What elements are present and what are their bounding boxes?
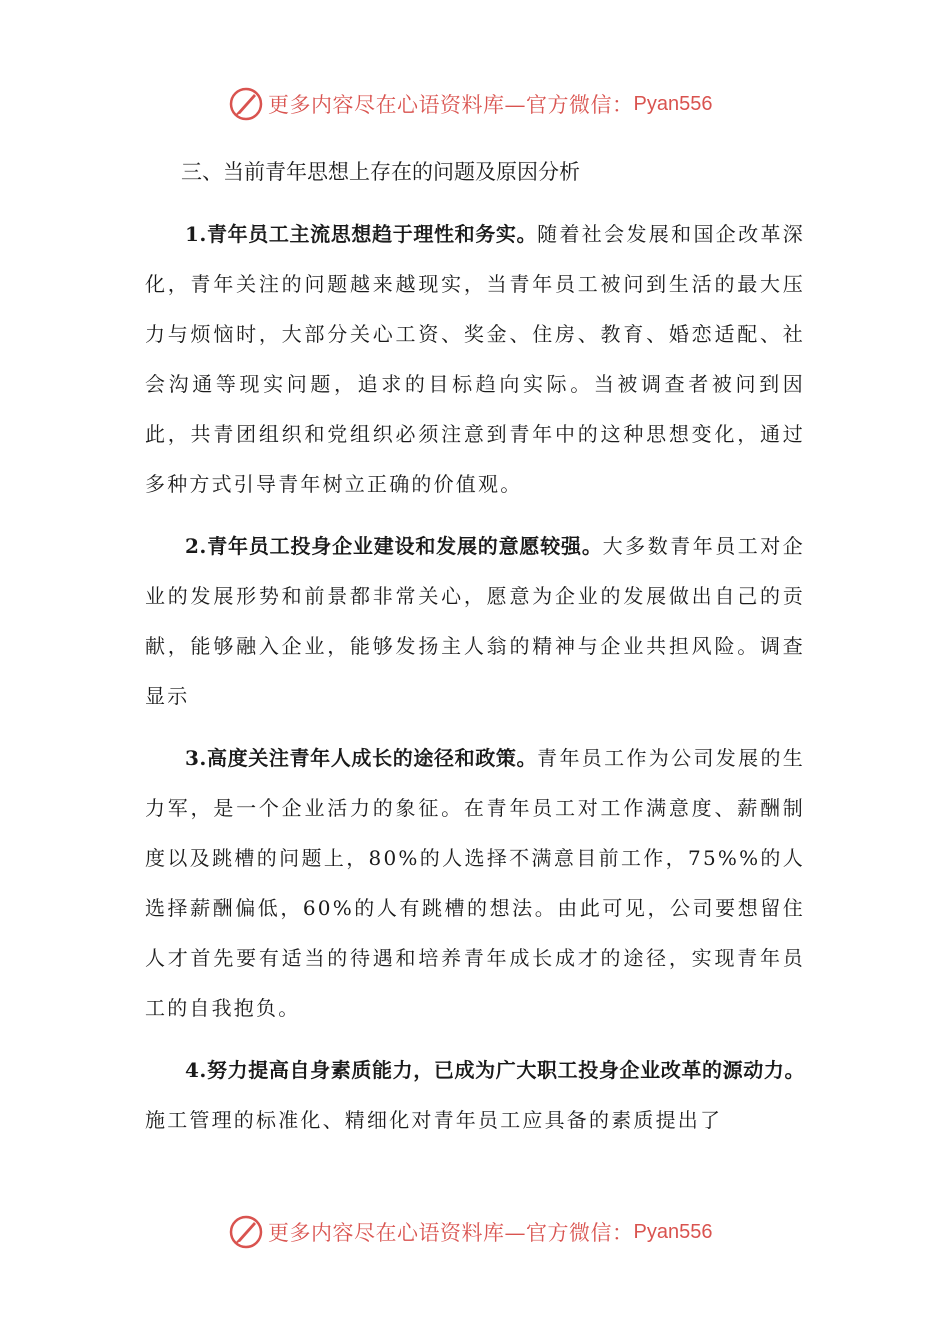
banner-wechat-id: Pyan556 bbox=[633, 1220, 713, 1243]
document-body bbox=[145, 147, 805, 1145]
paragraph-4 bbox=[145, 1045, 805, 1145]
paragraph-3 bbox=[145, 733, 805, 1033]
header-banner bbox=[228, 84, 712, 124]
paragraph-lead: 2.青年员工投身企业建设和发展的意愿较强。 bbox=[185, 534, 603, 558]
paragraph-lead: 4.努力提高自身素质能力，已成为广大职工投身企业改革的源动力。 bbox=[185, 1058, 805, 1082]
section-title: 三、当前青年思想上存在的问题及原因分析 bbox=[181, 160, 580, 184]
quill-logo-icon bbox=[228, 1214, 264, 1250]
paragraph-text: 青年员工作为公司发展的生力军，是一个企业活力的象征。在青年员工对工作满意度、薪酬制度以及跳槽的问题上，80%的人选择不满意目前工作，75%%的人选择薪酬偏低，60%的人有跳槽的想法。由此可见，公司要想留住人才首先要有适当的待遇和培养青年成长成才的途径，实现青年员工的自我抱负。 bbox=[145, 746, 805, 1020]
quill-logo-icon bbox=[228, 86, 264, 122]
paragraph-text: 施工管理的标准化、精细化对青年员工应具备的素质提出了 bbox=[145, 1108, 723, 1132]
paragraph-lead: 3.高度关注青年人成长的途径和政策。 bbox=[185, 746, 538, 770]
paragraph-text: 随着社会发展和国企改革深化，青年关注的问题越来越现实，当青年员工被问到生活的最大压力与烦恼时，大部分关心工资、奖金、住房、教育、婚恋适配、社会沟通等现实问题，追求的目标趋向实际。当被调查者被问到因此，共青团组织和党组织必须注意到青年中的这种思想变化，通过多种方式引导青年树立正确的价值观。 bbox=[145, 222, 805, 496]
paragraph-lead: 1.青年员工主流思想趋于理性和务实。 bbox=[185, 222, 538, 246]
paragraph-2 bbox=[145, 521, 805, 721]
banner-text: 更多内容尽在心语资料库—官方微信： bbox=[268, 1221, 634, 1245]
banner-text: 更多内容尽在心语资料库—官方微信： bbox=[268, 93, 634, 117]
paragraph-text: 大多数青年员工对企业的发展形势和前景都非常关心，愿意为企业的发展做出自己的贡献，能够融入企业，能够发扬主人翁的精神与企业共担风险。调查显示 bbox=[145, 534, 805, 708]
footer-banner bbox=[228, 1212, 712, 1252]
paragraph-1 bbox=[145, 209, 805, 509]
banner-wechat-id: Pyan556 bbox=[633, 92, 713, 115]
